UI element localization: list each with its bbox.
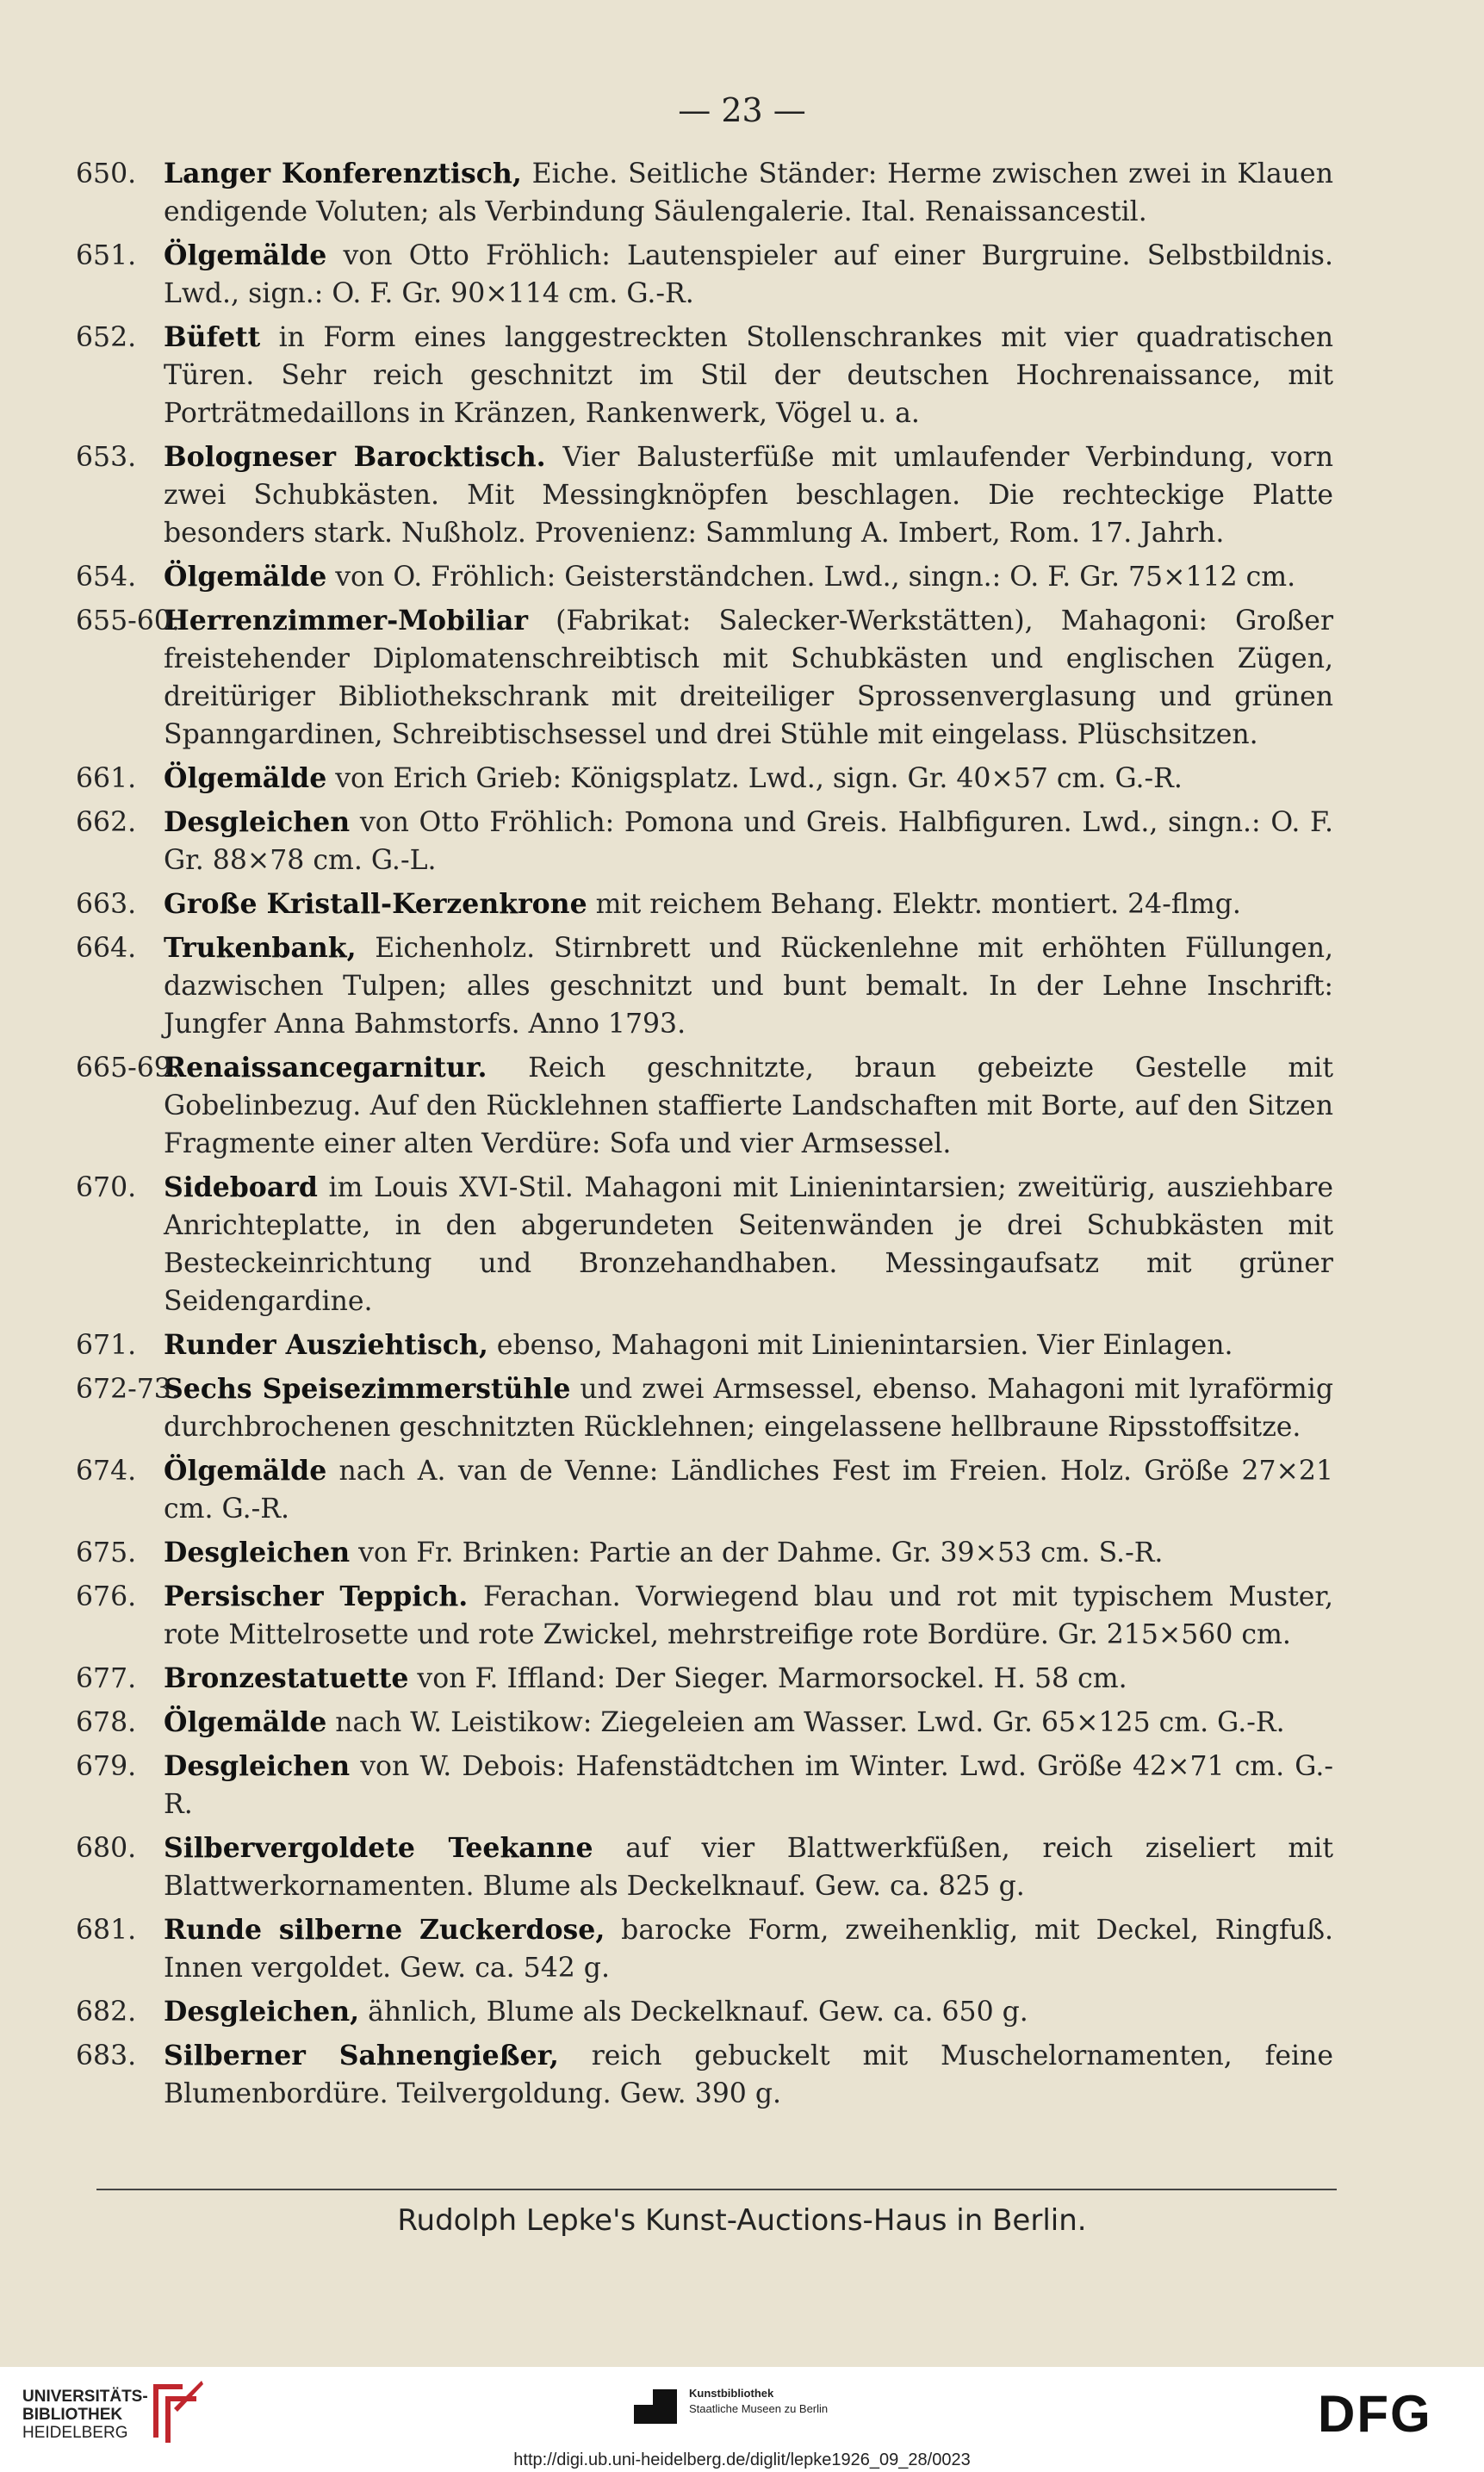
entry-title: Ölgemälde bbox=[164, 1706, 327, 1738]
entry-number: 663. bbox=[76, 889, 137, 920]
entry-title: Renaissancegarnitur. bbox=[164, 1052, 487, 1084]
entry-number: 650. bbox=[76, 158, 137, 189]
ub-line-3: HEIDELBERG bbox=[22, 2424, 128, 2442]
entry-title: Ölgemälde bbox=[164, 762, 327, 794]
entry-title: Desgleichen bbox=[164, 806, 351, 838]
entry-title: Bologneser Barocktisch. bbox=[164, 441, 546, 473]
catalog-entry bbox=[76, 804, 1333, 879]
entry-description: von Otto Fröhlich: Lautenspieler auf einer Burgruine. Selbstbildnis. Lwd., sign.: O. F. Gr. 90×114 cm. G.-R. bbox=[164, 240, 1333, 309]
entry-number: 662. bbox=[76, 807, 137, 838]
catalog-entry bbox=[76, 1452, 1333, 1528]
catalog-entry bbox=[76, 1829, 1333, 1905]
entry-number: 674. bbox=[76, 1456, 137, 1487]
entry-title: Sideboard bbox=[164, 1171, 318, 1203]
entry-description: Eichenholz. Stirnbrett und Rückenlehne mit erhöhten Füllungen, dazwischen Tulpen; alles geschnitzt und bunt bemalt. In der Lehne Inschrift: Jungfer Anna Bahmstorfs. Anno 1793. bbox=[164, 933, 1333, 1040]
entry-number: 671. bbox=[76, 1330, 137, 1361]
catalog-entry bbox=[76, 602, 1333, 754]
entry-title: Desgleichen, bbox=[164, 1996, 360, 2028]
entry-title: Silberner Sahnengießer, bbox=[164, 2040, 559, 2071]
entry-number: 665-69. bbox=[76, 1053, 180, 1084]
entry-title: Ölgemälde bbox=[164, 561, 327, 593]
catalog-entry bbox=[76, 1993, 1333, 2031]
entry-number: 683. bbox=[76, 2040, 137, 2071]
entry-number: 675. bbox=[76, 1537, 137, 1568]
ub-heidelberg-logo-icon bbox=[148, 2377, 205, 2446]
entry-description: mit reichem Behang. Elektr. montiert. 24-flmg. bbox=[587, 889, 1241, 920]
catalog-entry bbox=[76, 1326, 1333, 1364]
entry-number: 679. bbox=[76, 1751, 137, 1782]
catalog-entry bbox=[76, 1704, 1333, 1742]
ub-line-2: BIBLIOTHEK bbox=[22, 2406, 123, 2424]
entry-title: Ölgemälde bbox=[164, 239, 327, 271]
catalog-entry bbox=[76, 929, 1333, 1043]
entry-description: Vier Balusterfüße mit umlaufender Verbindung, vorn zwei Schubkästen. Mit Messingknöpfen beschlagen. Die rechteckige Platte besonders stark. Nußholz. Provenienz: Sammlung A. Imbert, Rom. 17. Jahrh. bbox=[164, 442, 1333, 549]
entry-number: 672-73. bbox=[76, 1374, 180, 1405]
catalog-entry bbox=[76, 2037, 1333, 2113]
entry-description: von W. Debois: Hafenstädtchen im Winter. Lwd. Größe 42×71 cm. G.-R. bbox=[164, 1751, 1333, 1820]
catalog-entry bbox=[76, 1049, 1333, 1163]
entry-description: ebenso, Mahagoni mit Linienintarsien. Vier Einlagen. bbox=[487, 1330, 1233, 1361]
entry-title: Persischer Teppich. bbox=[164, 1581, 469, 1612]
permalink-url[interactable]: http://digi.ub.uni-heidelberg.de/diglit/lepke1926_09_28/0023 bbox=[513, 2450, 971, 2469]
entry-description: ähnlich, Blume als Deckelknauf. Gew. ca. 650 g. bbox=[359, 1997, 1028, 2028]
entry-description: in Form eines langgestreckten Stollenschrankes mit vier quadratischen Türen. Sehr reich geschnitzt im Stil der deutschen Hochrenaissance, mit Porträtmedaillons in Kränzen, Rankenwerk, Vögel u. a. bbox=[164, 322, 1333, 429]
catalog-entry bbox=[76, 1169, 1333, 1320]
entry-description: im Louis XVI-Stil. Mahagoni mit Linienintarsien; zweitürig, ausziehbare Anrichteplatte, in den abgerundeten Seitenwänden je drei Schubkästen mit Besteckeinrichtung und Bronzehandhaben. Messingaufsatz mit grüner Seidengardine. bbox=[164, 1172, 1333, 1317]
catalog-entry bbox=[76, 155, 1333, 231]
entry-description: reich gebuckelt mit Muschelornamenten, feine Blumenbordüre. Teilvergoldung. Gew. 390 g. bbox=[164, 2040, 1333, 2109]
entry-description: und zwei Armsessel, ebenso. Mahagoni mit lyraförmig durchbrochenen geschnitzten Rücklehnen; eingelassene hellbraune Ripsstoffsitze. bbox=[164, 1374, 1333, 1443]
entry-title: Ölgemälde bbox=[164, 1455, 327, 1487]
catalog-entry bbox=[76, 1660, 1333, 1698]
entry-description: Reich geschnitzte, braun gebeizte Gestelle mit Gobelinbezug. Auf den Rücklehnen staffierte Landschaften mit Borte, auf den Sitzen Fragmente einer alten Verdüre: Sofa und vier Armsessel. bbox=[164, 1053, 1333, 1159]
ub-heidelberg-label bbox=[22, 2388, 148, 2442]
catalog-entry bbox=[76, 438, 1333, 552]
catalog-entries bbox=[76, 155, 1333, 2119]
ub-line-1: UNIVERSITÄTS- bbox=[22, 2388, 148, 2406]
catalog-entry bbox=[76, 558, 1333, 596]
entry-description: nach W. Leistikow: Ziegeleien am Wasser. Lwd. Gr. 65×125 cm. G.-R. bbox=[326, 1707, 1285, 1738]
catalog-entry bbox=[76, 1370, 1333, 1446]
entry-description: auf vier Blattwerkfüßen, reich ziseliert mit Blattwerkornamenten. Blume als Deckelknauf. Gew. ca. 825 g. bbox=[164, 1833, 1333, 1902]
entry-title: Große Kristall-Kerzenkrone bbox=[164, 888, 587, 920]
entry-number: 664. bbox=[76, 933, 137, 964]
entry-title: Bronzestatuette bbox=[164, 1662, 409, 1694]
entry-description: Eiche. Seitliche Ständer: Herme zwischen zwei in Klauen endigende Voluten; als Verbindung Säulengalerie. Ital. Renaissancestil. bbox=[164, 158, 1333, 227]
entry-number: 677. bbox=[76, 1663, 137, 1694]
catalog-entry bbox=[76, 237, 1333, 313]
entry-description: von O. Fröhlich: Geisterständchen. Lwd., singn.: O. F. Gr. 75×112 cm. bbox=[326, 562, 1296, 593]
entry-number: 652. bbox=[76, 322, 137, 353]
kunstbibliothek-logo-icon bbox=[634, 2389, 677, 2424]
entry-number: 682. bbox=[76, 1997, 137, 2028]
entry-description: Ferachan. Vorwiegend blau und rot mit typischem Muster, rote Mittelrosette und rote Zwickel, mehrstreifige rote Bordüre. Gr. 215×560 cm. bbox=[164, 1581, 1333, 1650]
catalog-entry bbox=[76, 1748, 1333, 1823]
entry-description: von Erich Grieb: Königsplatz. Lwd., sign. Gr. 40×57 cm. G.-R. bbox=[326, 763, 1183, 794]
entry-title: Desgleichen bbox=[164, 1750, 351, 1782]
entry-number: 678. bbox=[76, 1707, 137, 1738]
entry-number: 676. bbox=[76, 1581, 137, 1612]
entry-title: Langer Konferenztisch, bbox=[164, 158, 522, 189]
entry-description: von Fr. Brinken: Partie an der Dahme. Gr. 39×53 cm. S.-R. bbox=[350, 1537, 1164, 1568]
page-number: — 23 — bbox=[678, 91, 806, 129]
entry-title: Trukenbank, bbox=[164, 932, 357, 964]
entry-description: von Otto Fröhlich: Pomona und Greis. Halbfiguren. Lwd., singn.: O. F. Gr. 88×78 cm. G.-L. bbox=[164, 807, 1333, 876]
entry-title: Herrenzimmer-Mobiliar bbox=[164, 605, 528, 637]
catalog-entry bbox=[76, 1578, 1333, 1654]
entry-description: barocke Form, zweihenklig, mit Deckel, Ringfuß. Innen vergoldet. Gew. ca. 542 g. bbox=[164, 1915, 1334, 1984]
entry-title: Runde silberne Zuckerdose, bbox=[164, 1914, 605, 1946]
footer-rule bbox=[96, 2189, 1337, 2190]
entry-title: Büfett bbox=[164, 321, 261, 353]
entry-title: Silbervergoldete Teekanne bbox=[164, 1832, 593, 1864]
entry-number: 670. bbox=[76, 1172, 137, 1203]
entry-description: (Fabrikat: Salecker-Werkstätten), Mahagoni: Großer freistehender Diplomatenschreibtisch mit Schubkästen und englischen Zügen, dreitüriger Bibliothekschrank mit dreiteiliger Sprossenverglasung und grünen Spanngardinen, Schreibtischsessel und drei Stühle mit eingelass. Plüschsitzen. bbox=[164, 606, 1333, 750]
entry-number: 661. bbox=[76, 763, 137, 794]
entry-description: von F. Iffland: Der Sieger. Marmorsockel. H. 58 cm. bbox=[408, 1663, 1127, 1694]
entry-number: 680. bbox=[76, 1833, 137, 1864]
kb-line-2: Staatliche Museen zu Berlin bbox=[689, 2402, 829, 2415]
catalog-entry bbox=[76, 760, 1333, 798]
catalog-entry bbox=[76, 885, 1333, 923]
entry-title: Runder Ausziehtisch, bbox=[164, 1329, 488, 1361]
entry-number: 653. bbox=[76, 442, 137, 473]
catalog-entry bbox=[76, 1911, 1333, 1987]
entry-title: Desgleichen bbox=[164, 1537, 351, 1568]
kunstbibliothek-label bbox=[689, 2386, 828, 2417]
entry-number: 651. bbox=[76, 240, 137, 271]
kb-line-1: Kunstbibliothek bbox=[689, 2387, 774, 2400]
entry-number: 655-60. bbox=[76, 606, 180, 637]
footer-publisher: Rudolph Lepke's Kunst-Auctions-Haus in Berlin. bbox=[397, 2203, 1087, 2238]
entry-number: 654. bbox=[76, 562, 137, 593]
catalog-entry bbox=[76, 319, 1333, 432]
entry-title: Sechs Speisezimmerstühle bbox=[164, 1373, 571, 1405]
entry-number: 681. bbox=[76, 1915, 137, 1946]
catalog-entry bbox=[76, 1534, 1333, 1572]
dfg-logo: DFG bbox=[1318, 2385, 1432, 2443]
entry-description: nach A. van de Venne: Ländliches Fest im Freien. Holz. Größe 27×21 cm. G.-R. bbox=[164, 1456, 1333, 1525]
